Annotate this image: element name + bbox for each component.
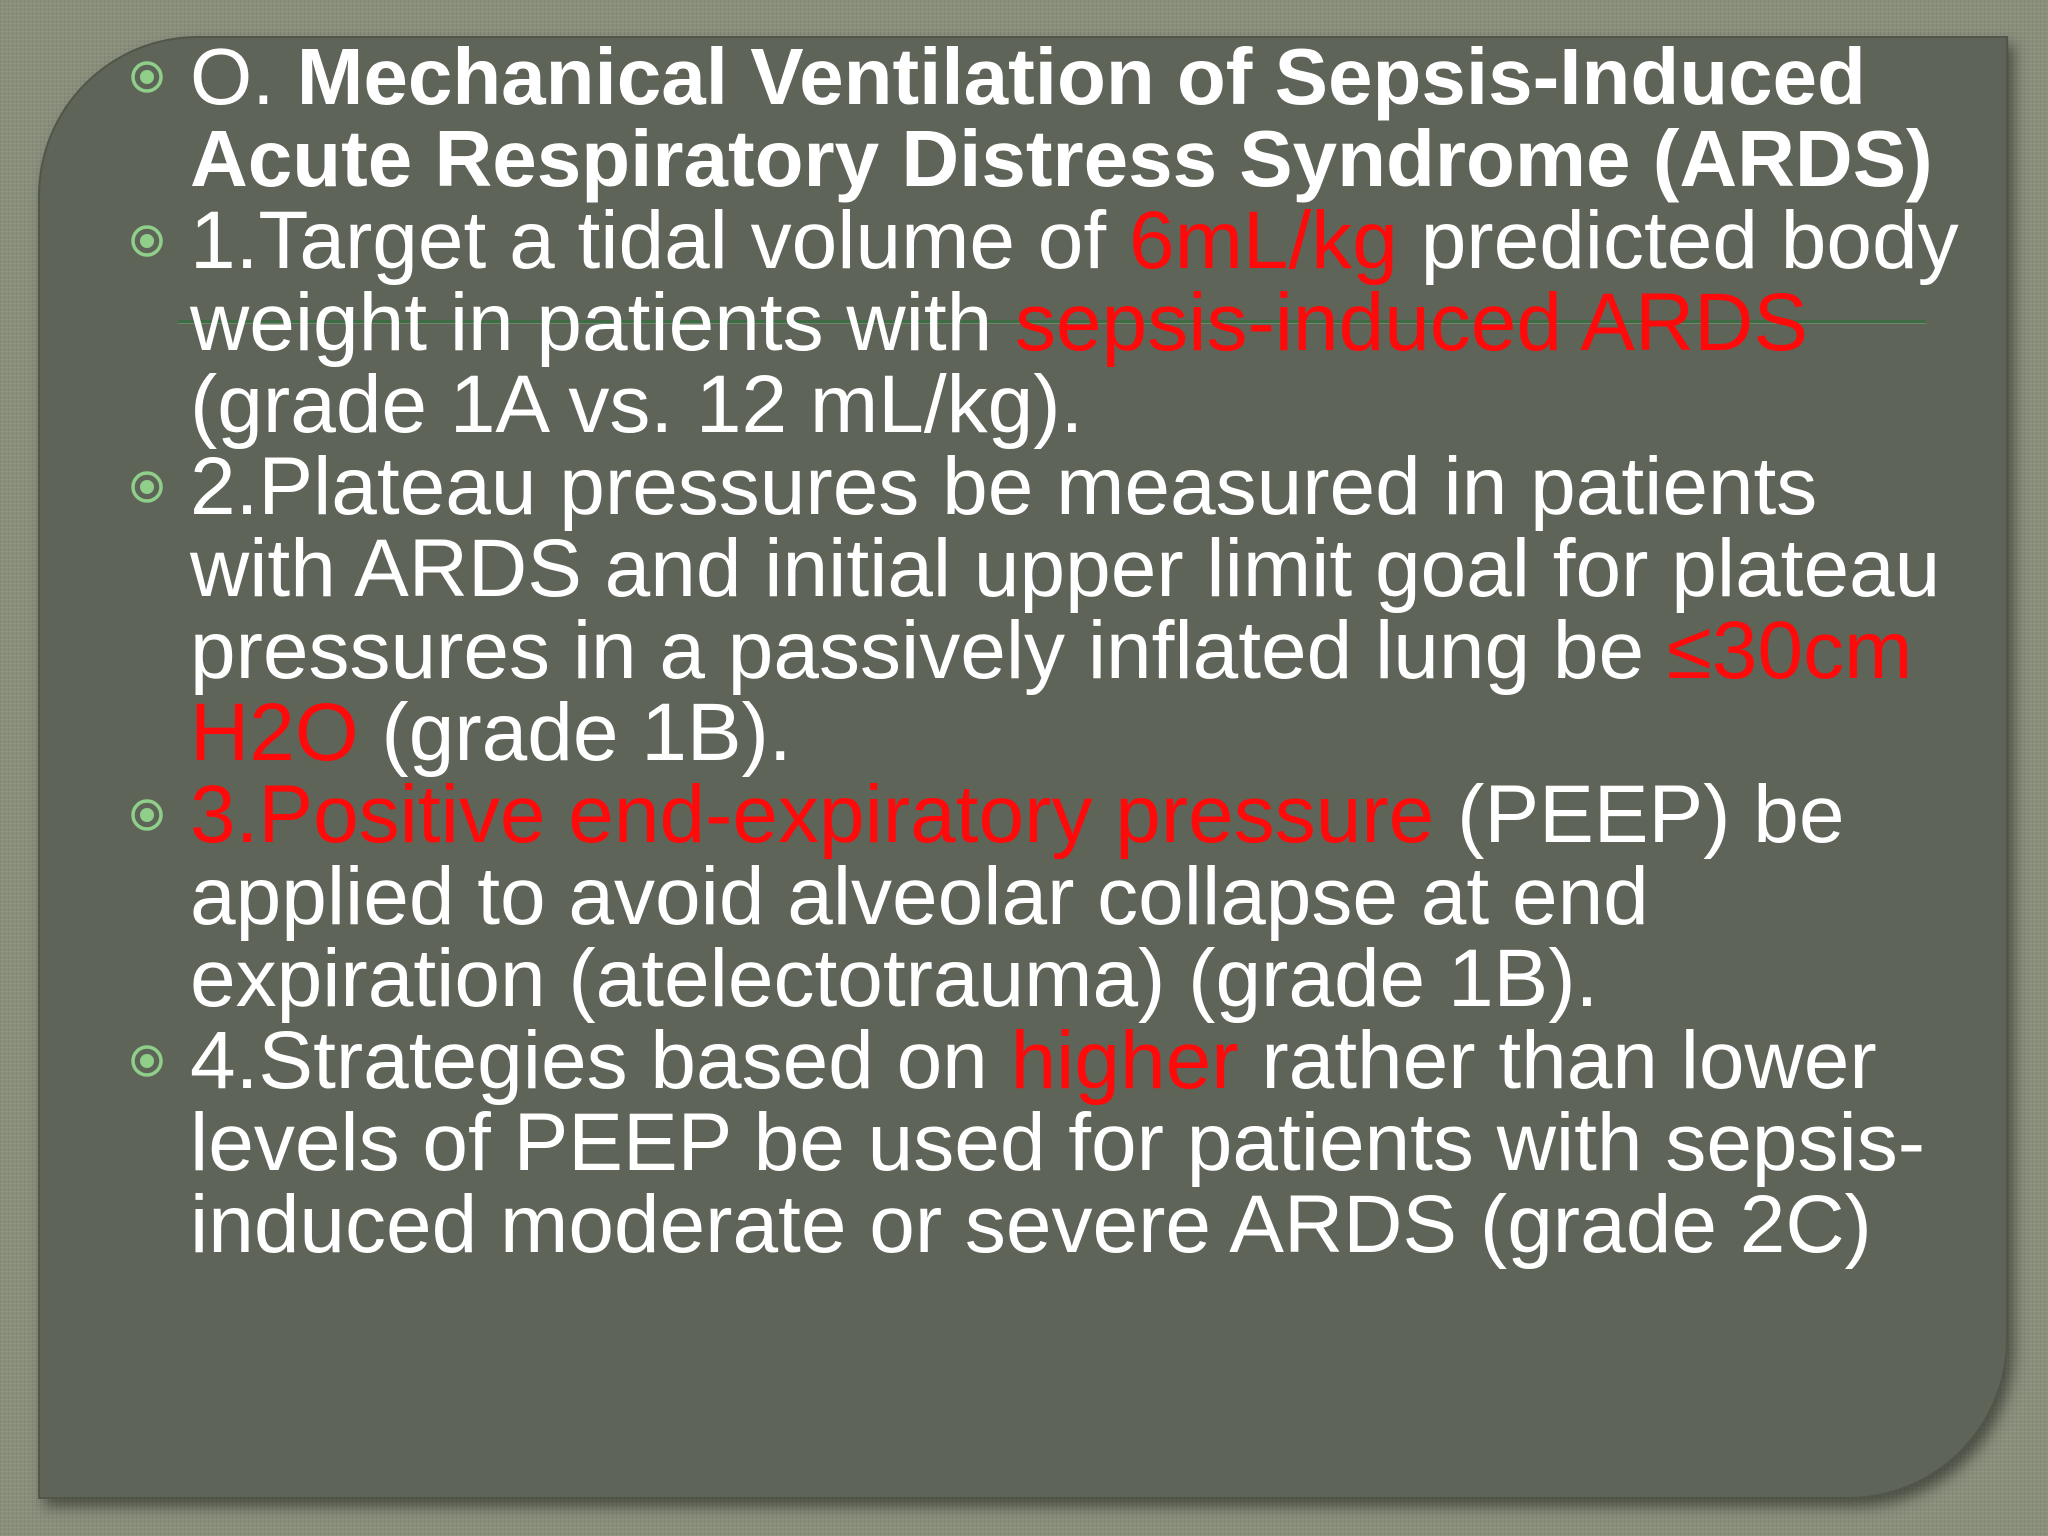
item-highlight: higher: [1010, 1015, 1239, 1106]
item-text: (grade 1A vs. 12 mL/kg).: [190, 359, 1084, 450]
item-text: (grade 1B).: [381, 687, 792, 778]
item-text: rather than lower levels of PEEP be used for patients with sepsis- induced moderate or severe ARDS (grade 2C): [190, 1015, 1926, 1270]
circled-dot-icon: [130, 470, 164, 504]
item-text: 4.Strategies based on: [190, 1015, 988, 1106]
circled-dot-icon: [130, 224, 164, 258]
item-highlight: sepsis-induced ARDS: [1015, 277, 1809, 368]
slide-content: [130, 32, 1980, 1270]
list-item-peep: [130, 769, 1980, 1024]
list-item-tidal-volume: [130, 195, 1980, 450]
title-text: Mechanical Ventilation of Sepsis-Induced Acute Respiratory Distress Syndrome (ARDS): [190, 32, 1933, 203]
item-highlight: 3.Positive end-expiratory pressure: [190, 769, 1435, 860]
item-text: 2.Plateau pressures be measured in patients with ARDS and initial upper limit goal for plateau pressures in a passively inflated lung be: [190, 441, 1941, 696]
item-highlight: 6mL/kg: [1128, 195, 1398, 286]
item-text: predicted body weight in patients with: [190, 195, 1959, 368]
item-text: 1.Target a tidal volume of: [190, 195, 1107, 286]
circled-dot-icon: [130, 798, 164, 832]
list-item-higher-peep: [130, 1015, 1980, 1270]
item-highlight: ≤30cm H2O: [190, 605, 1913, 778]
slide-title: [130, 32, 1980, 203]
item-text: (PEEP) be applied to avoid alveolar collapse at end expiration (atelectotrauma) (grade 1B).: [190, 769, 1845, 1024]
list-item-plateau-pressures: [130, 441, 1980, 778]
circled-dot-icon: [130, 1044, 164, 1078]
title-prefix: O.: [190, 32, 275, 121]
circled-dot-icon: [130, 60, 164, 94]
